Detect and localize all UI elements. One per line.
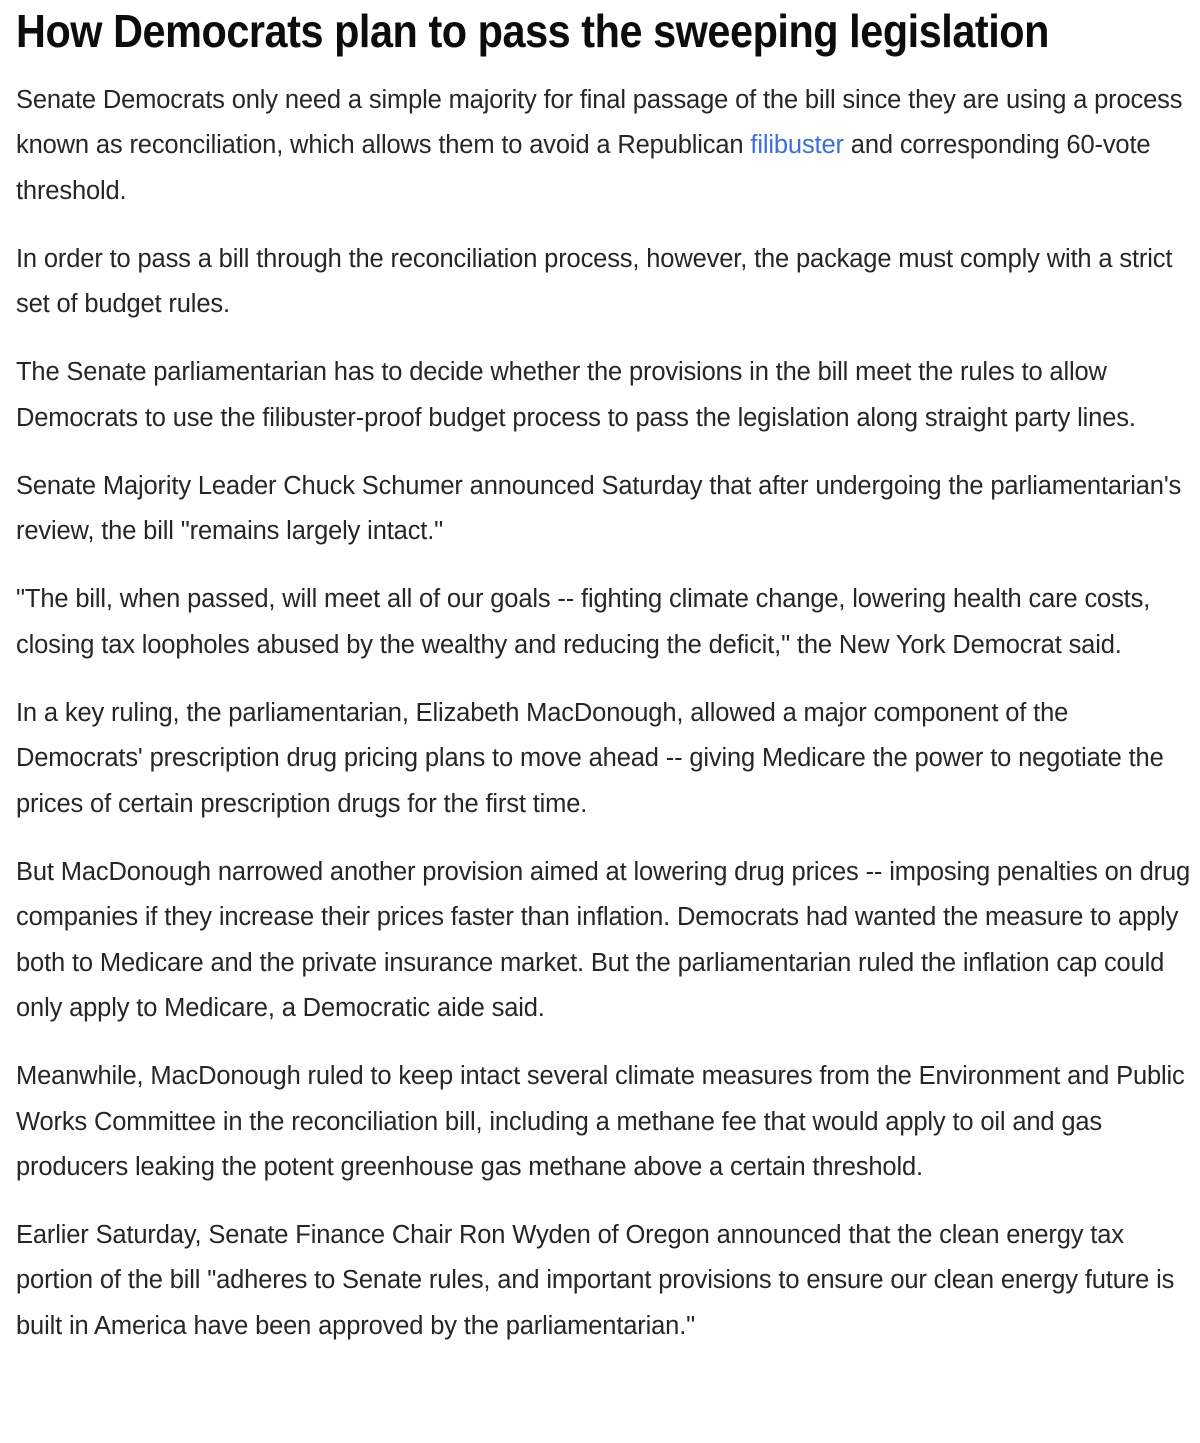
article-paragraph-9: Earlier Saturday, Senate Finance Chair Ron Wyden of Oregon announced that the clean energy tax portion of the bill "adheres to Senate rules, and important provisions to ensure our clean energy future is built in America have been approved by the parliamentarian.": [16, 1221, 1175, 1340]
article-paragraph-2: In order to pass a bill through the reconciliation process, however, the package must comply with a strict set of budget rules.: [16, 244, 1173, 319]
article-paragraph-8: Meanwhile, MacDonough ruled to keep intact several climate measures from the Environment and Public Works Committee in the reconciliation bill, including a methane fee that would apply to oil and gas producers leaking the potent greenhouse gas methane above a certain threshold.: [16, 1062, 1185, 1181]
paragraph-text: and corresponding 60-vote threshold.: [16, 131, 1151, 205]
article-body: [16, 0, 1191, 1372]
paragraph-text: Senate Democrats only need a simple majority for final passage of the bill since they are using a process known as reconciliation, which allows them to avoid a Republican: [16, 86, 1183, 160]
article-paragraph-6: In a key ruling, the parliamentarian, Elizabeth MacDonough, allowed a major component of the Democrats' prescription drug pricing plans to move ahead -- giving Medicare the power to negotiate the prices of certain prescription drugs for the first time.: [16, 698, 1164, 818]
article-paragraph-5: "The bill, when passed, will meet all of our goals -- fighting climate change, lowering health care costs, closing tax loopholes abused by the wealthy and reducing the deficit," the New York Democrat said.: [16, 585, 1151, 659]
article-paragraph-1: [16, 78, 1191, 214]
article-headline: How Democrats plan to pass the sweeping legislation: [16, 5, 1049, 57]
filibuster-link[interactable]: filibuster: [750, 131, 844, 160]
article-paragraph-3: The Senate parliamentarian has to decide whether the provisions in the bill meet the rules to allow Democrats to use the filibuster-proof budget process to pass the legislation along straight party lines.: [16, 358, 1136, 432]
article-paragraph-7: But MacDonough narrowed another provision aimed at lowering drug prices -- imposing penalties on drug companies if they increase their prices faster than inflation. Democrats had wanted the measure to apply both to Medicare and the private insurance market. But the parliamentarian ruled the inflation cap could only apply to Medicare, a Democratic aide said.: [16, 857, 1191, 1023]
article-paragraph-4: Senate Majority Leader Chuck Schumer announced Saturday that after undergoing the parliamentarian's review, the bill "remains largely intact.": [16, 471, 1182, 546]
